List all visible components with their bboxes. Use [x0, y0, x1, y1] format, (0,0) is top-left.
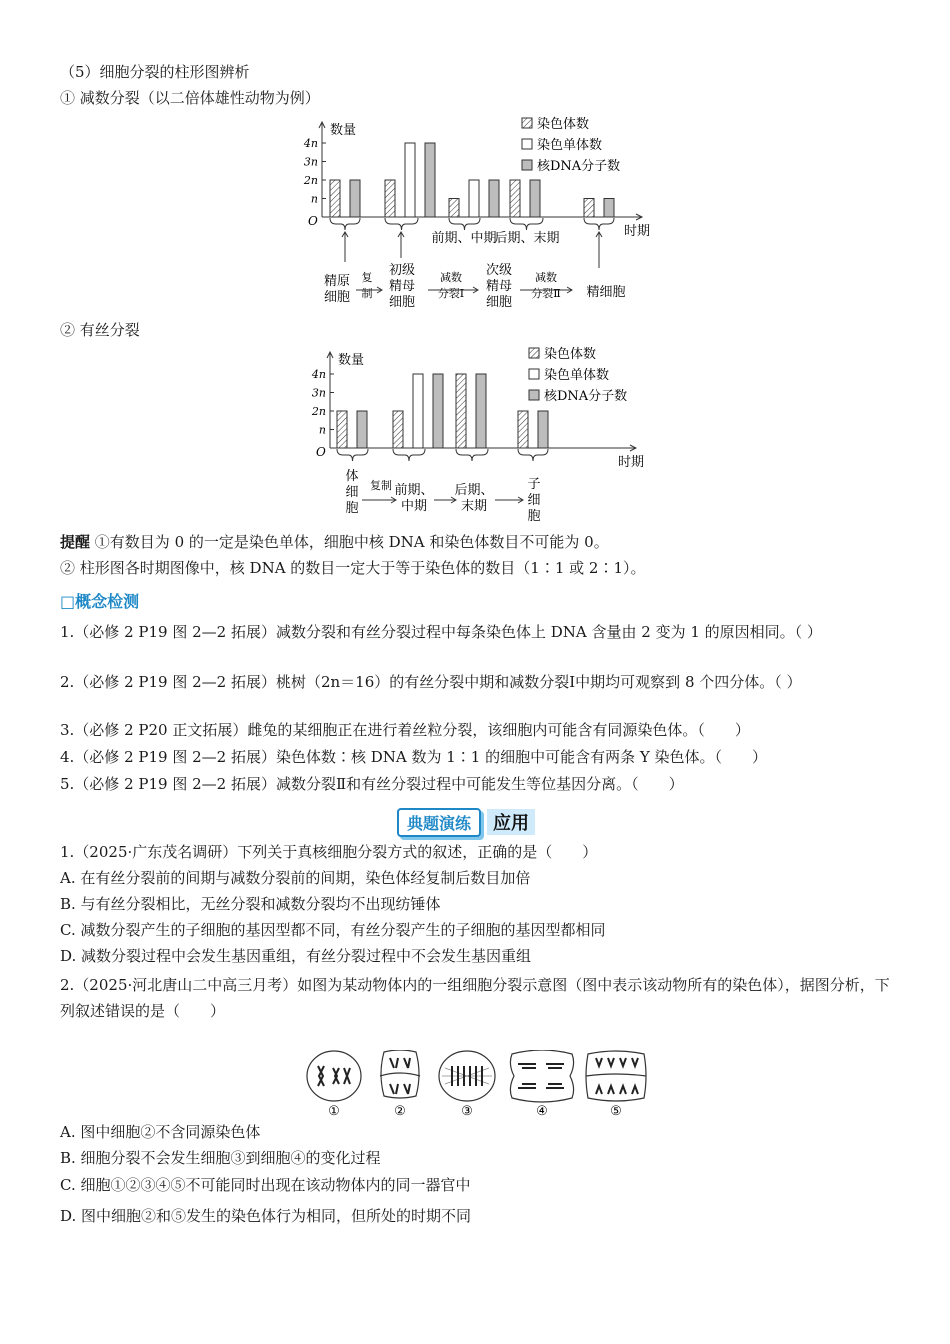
flow-step-1: 复制 [370, 479, 392, 492]
reminder-line-1 [60, 532, 609, 552]
mitosis-bar-chart [300, 340, 660, 530]
reminder-label: 提醒 [60, 533, 91, 551]
bar-0 [337, 411, 347, 448]
flow-cell-1: 胞 [345, 501, 359, 516]
cell-4 [510, 1050, 573, 1102]
flow-cell-1: 精原 [323, 274, 351, 289]
q2-option-a: A. 图中细胞②不含同源染色体 [60, 1123, 261, 1141]
cell-2 [380, 1050, 420, 1098]
legend-swatch [522, 139, 532, 149]
bar-0 [330, 180, 340, 217]
cell-label-5: ⑤ [610, 1104, 622, 1119]
bar-2 [604, 199, 614, 218]
cell-label-1: ① [328, 1104, 340, 1119]
bar-0 [456, 374, 466, 448]
mitosis-flow [337, 449, 548, 524]
concept-item-2: 2.（必修 2 P19 图 2—2 拓展）桃树（2n＝16）的有丝分裂中期和减数分裂Ⅰ中期均可观察到 8 个四分体。（ ） [60, 673, 802, 691]
y-tick-label: 2n [311, 405, 326, 418]
mitosis-legend [529, 346, 627, 404]
cell-division-figure [300, 1050, 660, 1120]
legend-swatch [522, 118, 532, 128]
y-tick-label: 4n [303, 137, 318, 150]
bar-0 [510, 180, 520, 217]
meiosis-legend [522, 116, 620, 174]
bar-1 [405, 143, 415, 217]
bar-1 [413, 374, 423, 448]
q2-option-c: C. 细胞①②③④⑤不可能同时出现在该动物体内的同一器官中 [60, 1176, 471, 1194]
legend-swatch [529, 390, 539, 400]
flow-step-3: 减数 [535, 271, 557, 284]
brace [449, 218, 480, 230]
flow-cell-3: 细胞 [485, 295, 513, 310]
q1-option-d: D. 减数分裂过程中会发生基因重组，有丝分裂过程中不会发生基因重组 [60, 947, 532, 965]
concept-item-3: 3.（必修 2 P20 正文拓展）雌兔的某细胞正在进行着丝粒分裂，该细胞内可能含有同源染色体。（ ） [60, 721, 750, 739]
y-axis-label: 数量 [330, 123, 357, 138]
reminder-line-2: ② 柱形图各时期图像中，核 DNA 的数目一定大于等于染色体的数目（1∶1 或 2∶1）。 [60, 559, 646, 577]
practice-banner [397, 808, 535, 836]
y-tick-label: 4n [311, 368, 326, 381]
bar-2 [425, 143, 435, 217]
q2-option-d: D. 图中细胞②和⑤发生的染色体行为相同，但所处的时期不同 [60, 1207, 472, 1225]
flow-phase-b: 后期、 [454, 483, 494, 498]
flow-phase-b: 末期 [460, 499, 488, 514]
flow-cell-4: 细 [527, 493, 541, 508]
x-axis-label: 时期 [618, 455, 645, 470]
meiosis-heading: ① 减数分裂（以二倍体雄性动物为例） [60, 89, 320, 107]
origin-label: O [316, 445, 326, 459]
mitosis-bars [337, 374, 548, 448]
bar-2 [350, 180, 360, 217]
flow-step-1: 制 [361, 287, 373, 300]
flow-step-2: 分裂Ⅰ [437, 287, 465, 300]
brace [584, 218, 614, 230]
flow-phase-a: 中期 [400, 499, 428, 514]
section-title: （5）细胞分裂的柱形图辨析 [60, 63, 250, 81]
y-tick-label: 2n [303, 174, 318, 187]
flow-phase-a: 前期、 [394, 483, 434, 498]
flow-cell-1: 细 [345, 485, 359, 500]
y-tick-label: n [318, 423, 326, 437]
brace [510, 218, 543, 230]
flow-cell-3: 次级 [485, 263, 513, 278]
bar-2 [476, 374, 486, 448]
origin-label: O [308, 214, 318, 228]
concept-item-4: 4.（必修 2 P19 图 2—2 拓展）染色体数∶核 DNA 数为 1∶1 的细胞中可能含有两条 Y 染色体。（ ） [60, 748, 768, 766]
concept-item-1: 1.（必修 2 P19 图 2—2 拓展）减数分裂和有丝分裂过程中每条染色体上 DNA 含量由 2 变为 1 的原因相同。（ ） [60, 623, 822, 641]
legend-swatch [529, 348, 539, 358]
cell-label-2: ② [394, 1104, 406, 1119]
bar-2 [357, 411, 367, 448]
flow-cell-4: 精细胞 [586, 285, 626, 300]
flow-cell-1: 体 [345, 469, 359, 484]
brace [518, 449, 548, 461]
cell-label-4: ④ [536, 1104, 548, 1119]
bar-2 [530, 180, 540, 217]
cell-1 [307, 1051, 361, 1101]
legend-label: 染色单体数 [544, 368, 610, 383]
y-axis-label: 数量 [338, 353, 365, 368]
legend-label: 染色体数 [544, 347, 597, 362]
flow-step-1: 复 [361, 271, 373, 284]
flow-cell-2: 精母 [388, 279, 416, 294]
brace [330, 218, 360, 230]
legend-label: 核DNA分子数 [537, 159, 621, 174]
phase-b-label: 后期、末期 [494, 231, 560, 246]
q2-option-b: B. 细胞分裂不会发生细胞③到细胞④的变化过程 [60, 1149, 381, 1167]
meiosis-bar-chart [300, 108, 660, 318]
brace [385, 218, 418, 230]
brace [337, 449, 368, 461]
cell-5 [586, 1051, 646, 1101]
mitosis-heading: ② 有丝分裂 [60, 321, 140, 339]
phase-a-label: 前期、中期 [431, 231, 497, 246]
brace [456, 449, 488, 461]
x-axis-label: 时期 [624, 224, 651, 239]
bar-1 [469, 180, 479, 217]
bar-2 [538, 411, 548, 448]
q2-stem: 2.（2025·河北唐山二中高三月考）如图为某动物体内的一组细胞分裂示意图（图中表示该动物所有的染色体），据图分析，下列叙述错误的是（ ） [60, 976, 890, 1020]
q1-option-b: B. 与有丝分裂相比，无丝分裂和减数分裂均不出现纺锤体 [60, 895, 441, 913]
bar-0 [584, 199, 594, 218]
legend-swatch [522, 160, 532, 170]
legend-label: 染色体数 [537, 117, 590, 132]
y-tick-label: n [310, 192, 318, 206]
bar-0 [393, 411, 403, 448]
flow-cell-1: 细胞 [323, 290, 351, 305]
cell-label-3: ③ [461, 1104, 473, 1119]
flow-step-2: 减数 [440, 271, 462, 284]
flow-cell-4: 胞 [527, 509, 541, 524]
meiosis-bars [330, 143, 614, 217]
bar-2 [489, 180, 499, 217]
meiosis-flow [324, 218, 626, 310]
flow-cell-4: 子 [527, 477, 541, 492]
legend-label: 核DNA分子数 [544, 389, 628, 404]
legend-swatch [529, 369, 539, 379]
y-tick-label: 3n [311, 386, 326, 400]
flow-cell-2: 细胞 [388, 295, 416, 310]
flow-cell-3: 精母 [485, 279, 513, 294]
q1-option-a: A. 在有丝分裂前的间期与减数分裂前的间期，染色体经复制后数目加倍 [60, 869, 531, 887]
reminder-text-1: ①有数目为 0 的一定是染色单体，细胞中核 DNA 和染色体数目不可能为 0。 [94, 533, 609, 551]
concept-item-5: 5.（必修 2 P19 图 2—2 拓展）减数分裂Ⅱ和有丝分裂过程中可能发生等位基因分离。（ ） [60, 775, 684, 793]
brace [393, 449, 425, 461]
practice-banner-tag: 应用 [487, 809, 535, 835]
flow-cell-2: 初级 [388, 263, 416, 278]
cell-3 [439, 1051, 495, 1101]
practice-banner-box: 典题演练 [397, 808, 481, 837]
bar-0 [518, 411, 528, 448]
bar-0 [385, 180, 395, 217]
bar-2 [433, 374, 443, 448]
flow-step-3: 分裂Ⅱ [531, 287, 561, 300]
bar-0 [449, 199, 459, 218]
q1-option-c: C. 减数分裂产生的子细胞的基因型都不同，有丝分裂产生的子细胞的基因型都相同 [60, 921, 606, 939]
q1-stem: 1.（2025·广东茂名调研）下列关于真核细胞分裂方式的叙述，正确的是（ ） [60, 843, 598, 861]
legend-label: 染色单体数 [537, 138, 603, 153]
concept-heading: □概念检测 [60, 592, 140, 611]
y-tick-label: 3n [303, 155, 318, 169]
